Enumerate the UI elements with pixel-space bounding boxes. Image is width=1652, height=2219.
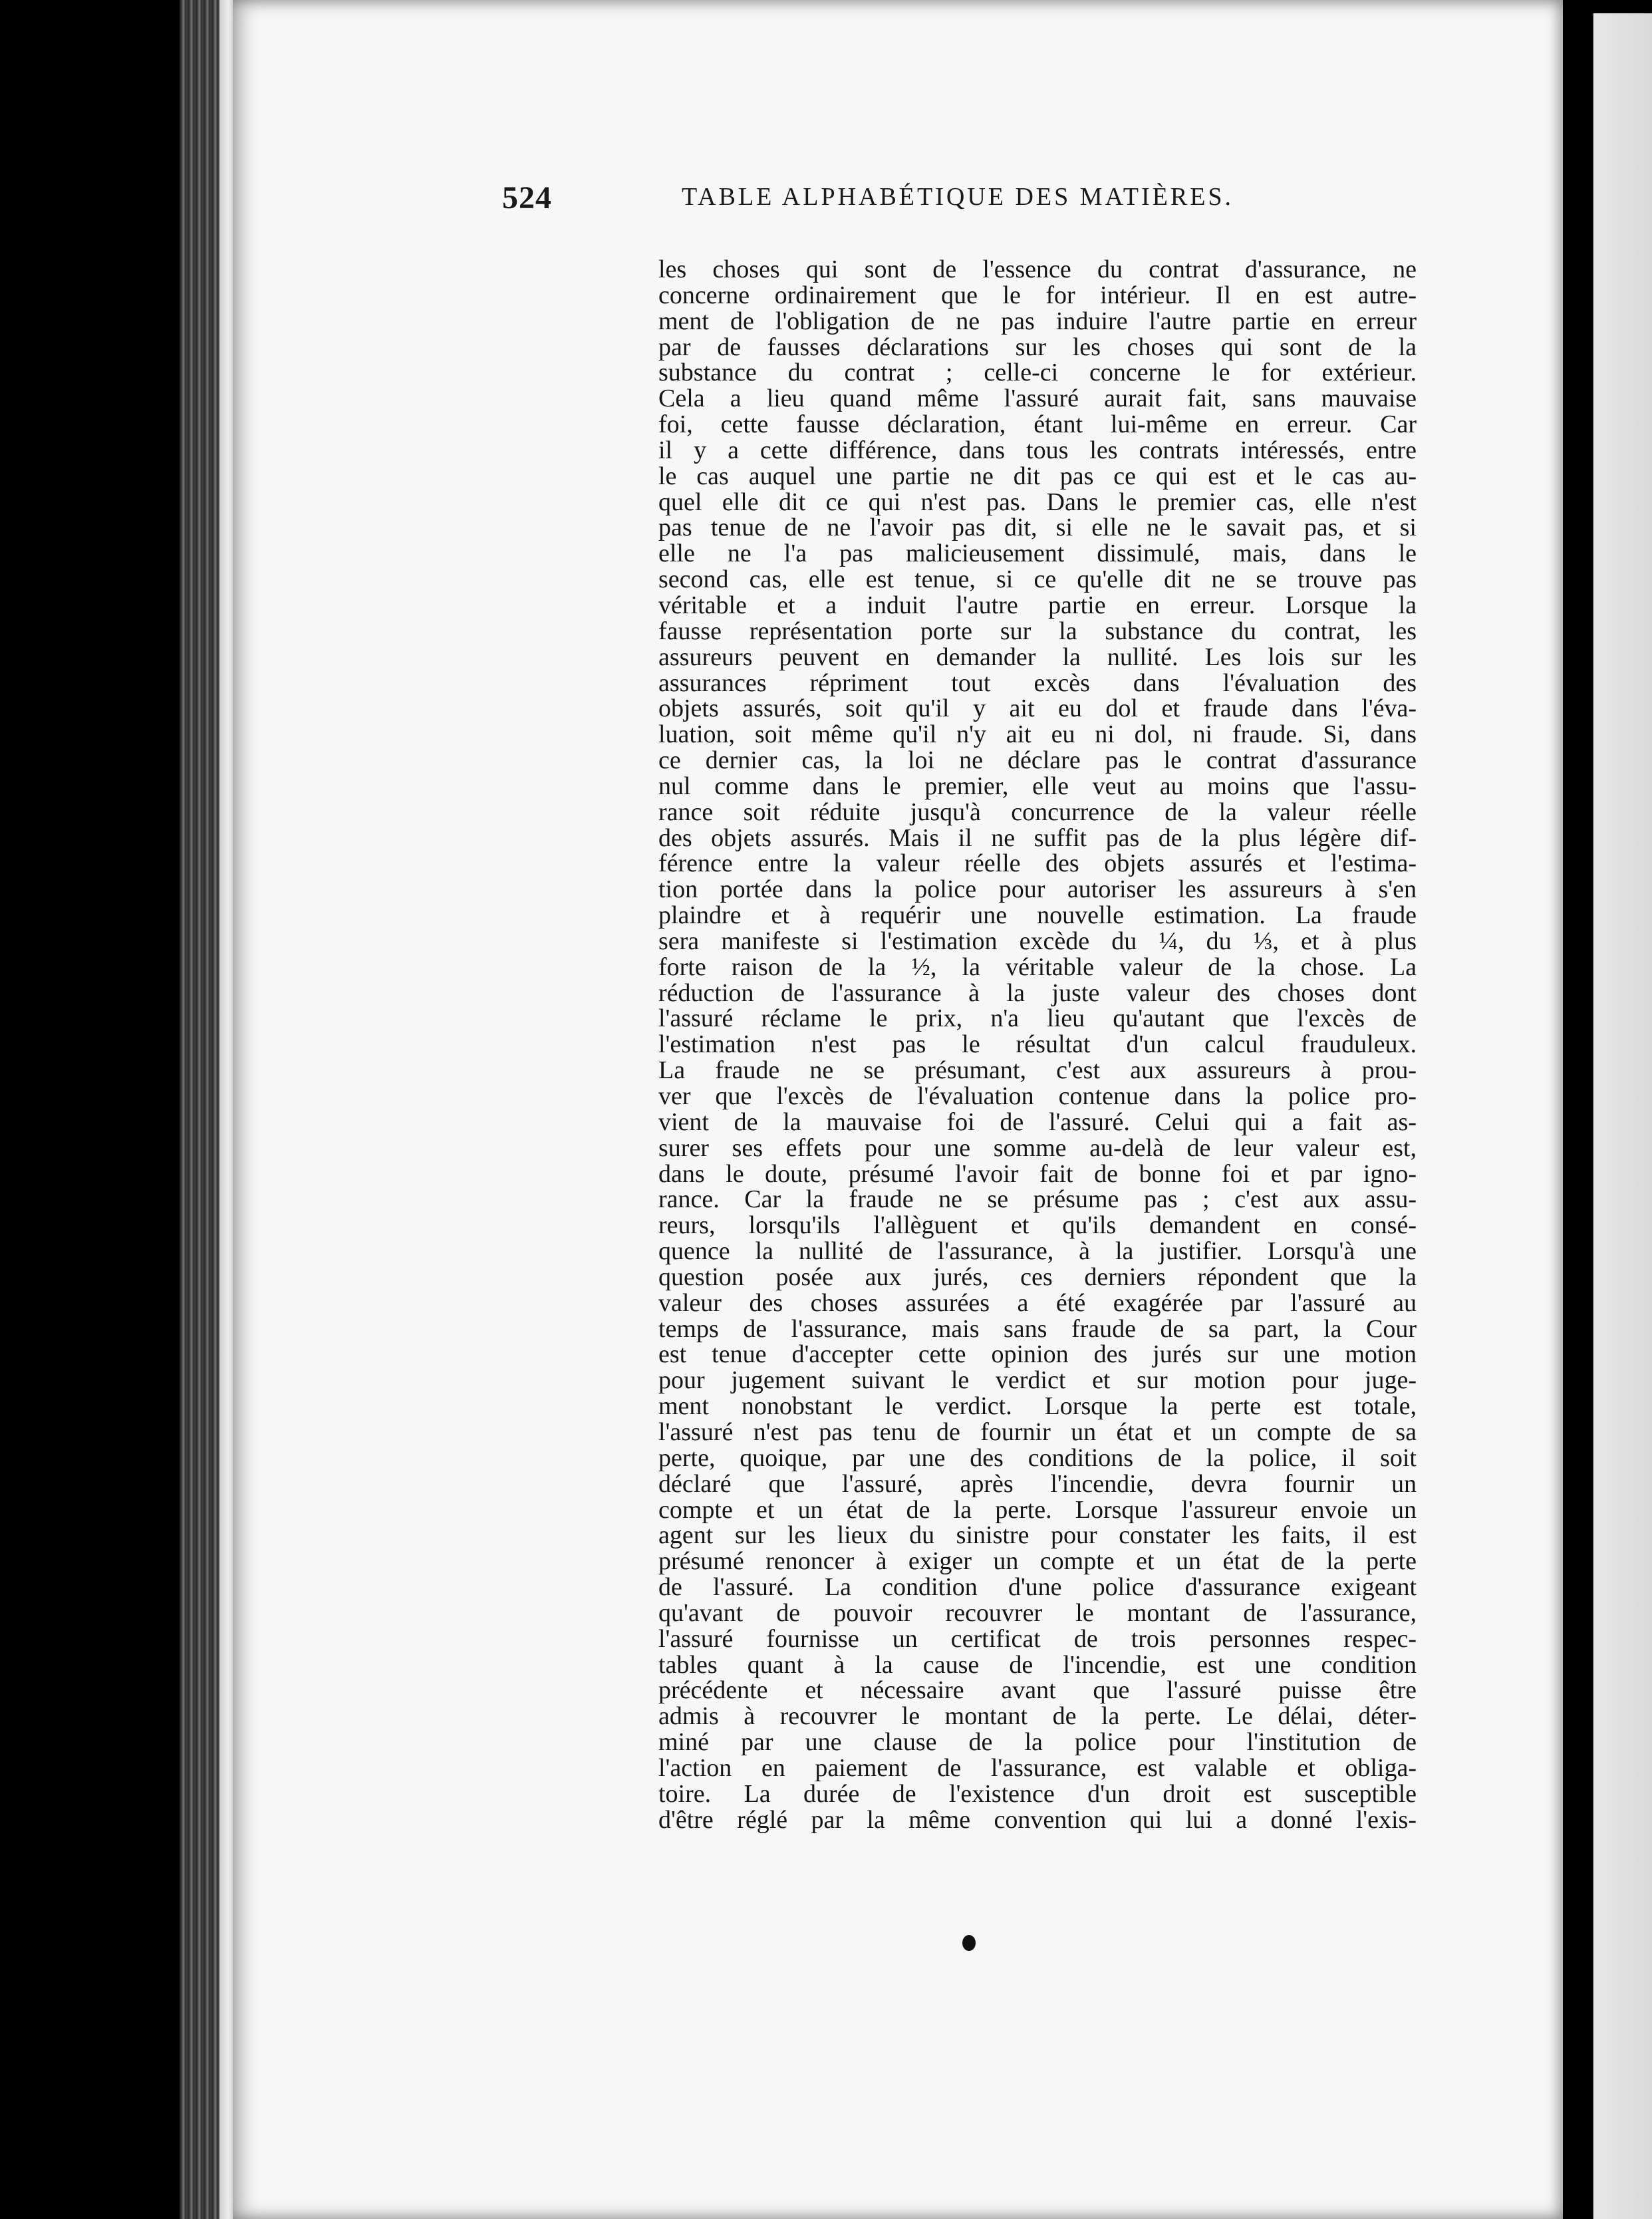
text-line: forte raison de la ½, la véritable valeur de la chose. La bbox=[658, 953, 1417, 981]
text-line: déclaré que l'assuré, après l'incendie, devra fournir un bbox=[658, 1469, 1417, 1498]
text-line: assureurs peuvent en demander la nullité. Les lois sur les bbox=[658, 643, 1417, 671]
text-line: pas tenue de ne l'avoir pas dit, si elle ne le savait pas, et si bbox=[658, 514, 1417, 542]
text-line: il y a cette différence, dans tous les contrats intéressés, entre bbox=[658, 436, 1417, 464]
adjacent-page-edge bbox=[1593, 13, 1652, 2219]
text-line: perte, quoique, par une des conditions de la police, il soit bbox=[658, 1443, 1417, 1472]
text-line: des objets assurés. Mais il ne suffit pas de la plus légère dif- bbox=[658, 823, 1417, 852]
text-line: plaindre et à requérir une nouvelle estimation. La fraude bbox=[658, 901, 1417, 930]
text-line: l'assuré réclame le prix, n'a lieu qu'autant que l'excès de bbox=[658, 1004, 1417, 1033]
page-title: TABLE ALPHABÉTIQUE DES MATIÈRES. bbox=[682, 183, 1234, 211]
text-line: assurances répriment tout excès dans l'évaluation des bbox=[658, 668, 1417, 697]
text-line: elle ne l'a pas malicieusement dissimulé, mais, dans le bbox=[658, 539, 1417, 568]
text-line: rance. Car la fraude ne se présume pas ; c'est aux assu- bbox=[658, 1185, 1417, 1214]
text-line: par de fausses déclarations sur les choses qui sont de la bbox=[658, 333, 1417, 361]
text-line: Cela a lieu quand même l'assuré aurait fait, sans mauvaise bbox=[658, 384, 1417, 413]
text-line: tion portée dans la police pour autoriser les assureurs à s'en bbox=[658, 875, 1417, 904]
text-line: temps de l'assurance, mais sans fraude de sa part, la Cour bbox=[658, 1314, 1417, 1343]
text-line: concerne ordinairement que le for intérieur. Il en est autre- bbox=[658, 281, 1417, 309]
text-line: de l'assuré. La condition d'une police d'assurance exigeant bbox=[658, 1573, 1417, 1602]
text-line: pour jugement suivant le verdict et sur motion pour juge- bbox=[658, 1366, 1417, 1395]
text-line: agent sur les lieux du sinistre pour constater les faits, il est bbox=[658, 1521, 1417, 1550]
text-line: ment de l'obligation de ne pas induire l'autre partie en erreur bbox=[658, 307, 1417, 335]
text-line: l'assuré n'est pas tenu de fournir un état et un compte de sa bbox=[658, 1417, 1417, 1446]
text-line: précédente et nécessaire avant que l'assuré puisse être bbox=[658, 1676, 1417, 1705]
text-line: l'assuré fournisse un certificat de trois personnes respec- bbox=[658, 1624, 1417, 1653]
text-line: présumé renoncer à exiger un compte et un état de la perte bbox=[658, 1547, 1417, 1576]
text-line: quence la nullité de l'assurance, à la justifier. Lorsqu'à une bbox=[658, 1237, 1417, 1266]
text-line: véritable et a induit l'autre partie en erreur. Lorsque la bbox=[658, 591, 1417, 619]
text-line: rance soit réduite jusqu'à concurrence de la valeur réelle bbox=[658, 798, 1417, 826]
text-line: ver que l'excès de l'évaluation contenue dans la police pro- bbox=[658, 1082, 1417, 1110]
text-line: La fraude ne se présumant, c'est aux assureurs à prou- bbox=[658, 1056, 1417, 1085]
text-line: sera manifeste si l'estimation excède du ¼, du ⅓, et à plus bbox=[658, 927, 1417, 955]
running-header bbox=[502, 180, 1240, 226]
text-line: le cas auquel une partie ne dit pas ce qui est et le cas au- bbox=[658, 462, 1417, 490]
text-line: férence entre la valeur réelle des objets assurés et l'estima- bbox=[658, 849, 1417, 878]
text-line: l'estimation n'est pas le résultat d'un calcul frauduleux. bbox=[658, 1030, 1417, 1059]
text-line: toire. La durée de l'existence d'un droit est susceptible bbox=[658, 1779, 1417, 1808]
text-line: d'être réglé par la même convention qui lui a donné l'exis- bbox=[658, 1805, 1417, 1834]
text-line: dans le doute, présumé l'avoir fait de bonne foi et par igno- bbox=[658, 1159, 1417, 1188]
text-line: compte et un état de la perte. Lorsque l'assureur envoie un bbox=[658, 1495, 1417, 1524]
text-line: luation, soit même qu'il n'y ait eu ni dol, ni fraude. Si, dans bbox=[658, 720, 1417, 749]
text-line: ce dernier cas, la loi ne déclare pas le contrat d'assurance bbox=[658, 746, 1417, 775]
text-line: substance du contrat ; celle-ci concerne le for extérieur. bbox=[658, 359, 1417, 387]
text-line: tables quant à la cause de l'incendie, est une condition bbox=[658, 1650, 1417, 1679]
text-line: foi, cette fausse déclaration, étant lui-même en erreur. Car bbox=[658, 410, 1417, 439]
ink-dot bbox=[962, 1935, 976, 1951]
text-line: objets assurés, soit qu'il y ait eu dol et fraude dans l'éva- bbox=[658, 694, 1417, 723]
body-text bbox=[658, 257, 1417, 1833]
page-number: 524 bbox=[502, 180, 552, 216]
text-line: quel elle dit ce qui n'est pas. Dans le premier cas, elle n'est bbox=[658, 488, 1417, 516]
text-line: l'action en paiement de l'assurance, est valable et obliga- bbox=[658, 1753, 1417, 1782]
text-line: valeur des choses assurées a été exagérée par l'assuré au bbox=[658, 1288, 1417, 1317]
text-line: les choses qui sont de l'essence du contrat d'assurance, ne bbox=[658, 255, 1417, 283]
text-line: miné par une clause de la police pour l'institution de bbox=[658, 1728, 1417, 1757]
text-line: question posée aux jurés, ces derniers répondent que la bbox=[658, 1262, 1417, 1291]
text-line: second cas, elle est tenue, si ce qu'elle dit ne se trouve pas bbox=[658, 565, 1417, 594]
text-line: vient de la mauvaise foi de l'assuré. Celui qui a fait as- bbox=[658, 1108, 1417, 1136]
text-line: réduction de l'assurance à la juste valeur des choses dont bbox=[658, 978, 1417, 1007]
text-line: fausse représentation porte sur la substance du contrat, les bbox=[658, 617, 1417, 645]
text-line: surer ses effets pour une somme au-delà de leur valeur est, bbox=[658, 1133, 1417, 1162]
text-line: qu'avant de pouvoir recouvrer le montant de l'assurance, bbox=[658, 1598, 1417, 1627]
text-line: ment nonobstant le verdict. Lorsque la perte est totale, bbox=[658, 1392, 1417, 1421]
text-line: nul comme dans le premier, elle veut au moins que l'assu- bbox=[658, 772, 1417, 800]
text-line: admis à recouvrer le montant de la perte. Le délai, déter- bbox=[658, 1702, 1417, 1731]
text-line: est tenue d'accepter cette opinion des jurés sur une motion bbox=[658, 1340, 1417, 1369]
text-line: reurs, lorsqu'ils l'allèguent et qu'ils demandent en consé- bbox=[658, 1211, 1417, 1240]
